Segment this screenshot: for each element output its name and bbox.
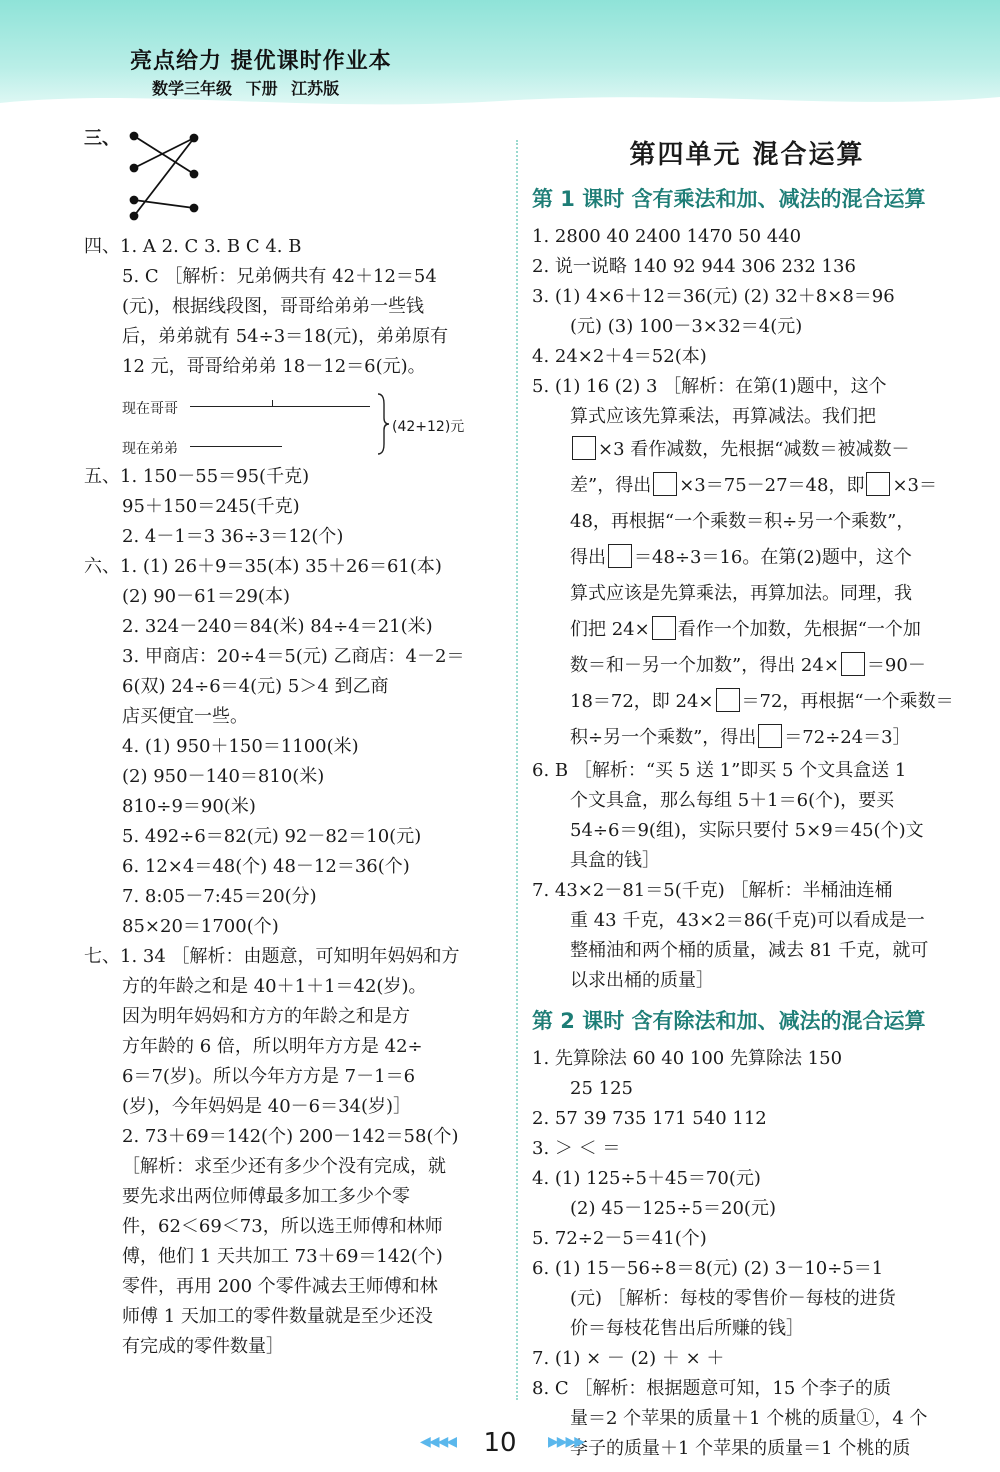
answer-line	[532, 468, 962, 504]
answer-line: 五、1. 150－55＝95(千克)	[84, 466, 310, 487]
brace-icon	[376, 392, 390, 456]
section-san	[84, 124, 504, 224]
segment-label-brother: 现在哥哥	[122, 401, 178, 417]
answer-line: 傅，他们 1 天共加工 73＋69＝142(个)	[122, 1246, 443, 1267]
answer-line: 方的年龄之和是 40＋1＋1＝42(岁)。	[122, 976, 427, 997]
section-san-label: 三、	[84, 128, 120, 149]
answer-line: 重 43 千克，43×2＝86(千克)可以看成是一	[570, 910, 925, 931]
line-segment-diagram	[122, 388, 504, 458]
answer-line: 25 125	[570, 1078, 633, 1099]
answer-line: 3. 甲商店：20÷4＝5(元) 乙商店：4－2＝	[122, 646, 465, 667]
answer-line: 件，62＜69＜73，所以选王师傅和林师	[122, 1216, 443, 1237]
answer-line: 六、1. (1) 26＋9＝35(本) 35＋26＝61(本)	[84, 556, 442, 577]
answer-line: 4. 24×2＋4＝52(本)	[532, 346, 707, 367]
answer-line: 4. (1) 950＋150＝1100(米)	[122, 736, 359, 757]
blank-box	[652, 616, 676, 640]
answer-line: 算式应该先算乘法，再算减法。我们把	[570, 406, 876, 427]
answer-line: 2. 57 39 735 171 540 112	[532, 1108, 767, 1129]
answer-line: 2. 324－240＝84(米) 84÷4＝21(米)	[122, 616, 433, 637]
answer-line: 5. C ［解析：兄弟俩共有 42＋12＝54	[122, 266, 437, 287]
answer-text: 18＝72，即 24×	[570, 691, 714, 712]
matching-lines-diagram	[126, 128, 216, 224]
answer-line: 3. ＞ ＜ ＝	[532, 1138, 621, 1159]
answer-line: 95＋150＝245(千克)	[122, 496, 300, 517]
answer-text: ×3＝75－27＝48，即	[679, 475, 865, 496]
page-header	[0, 0, 1000, 112]
answer-line	[532, 612, 962, 648]
answer-line: 李子的质量＋1 个苹果的质量＝1 个桃的质	[570, 1438, 911, 1459]
blank-box	[758, 724, 782, 748]
answer-line: 85×20＝1700(个)	[122, 916, 279, 937]
answer-line: 2. 73＋69＝142(个) 200－142＝58(个)	[122, 1126, 459, 1147]
answer-text: 数＝和－另一个加数”，得出 24×	[570, 655, 839, 676]
answer-line: 54÷6＝9(组)，实际只要付 5×9＝45(个)文	[570, 820, 924, 841]
answer-line: 2. 说一说略 140 92 944 306 232 136	[532, 256, 856, 277]
blank-box	[608, 544, 632, 568]
answer-line: 6. 12×4＝48(个) 48－12＝36(个)	[122, 856, 410, 877]
answer-text: 积÷另一个乘数”，得出	[570, 727, 757, 748]
answer-line: 12 元，哥哥给弟弟 18－12＝6(元)。	[122, 356, 426, 377]
unit-title: 第四单元 混合运算	[629, 140, 865, 170]
blank-box	[841, 652, 865, 676]
right-arrows-decoration: ▶▶▶▶	[548, 1434, 584, 1450]
segment-younger	[190, 446, 282, 447]
segment-tick	[272, 400, 273, 407]
answer-line: 零件，再用 200 个零件减去王师傅和林	[122, 1276, 438, 1297]
answer-line: (岁)，今年妈妈是 40－6＝34(岁)］	[122, 1096, 412, 1117]
answer-line: 价＝每枝花售出后所赚的钱］	[570, 1318, 804, 1339]
right-column	[532, 124, 962, 1464]
answer-line: 量＝2 个苹果的质量＋1 个桃的质量①，4 个	[570, 1408, 928, 1429]
answer-line: 5. (1) 16 (2) 3 ［解析：在第(1)题中，这个	[532, 376, 887, 397]
answer-line: (元) ［解析：每枝的零售价－每枝的进货	[570, 1288, 896, 1309]
answer-line: 七、1. 34 ［解析：由题意，可知明年妈妈和方	[84, 946, 460, 967]
answer-line: 以求出桶的质量］	[570, 970, 714, 991]
answer-line: (2) 45－125÷5＝20(元)	[570, 1198, 776, 1219]
answer-text: ＝72÷24＝3］	[784, 727, 911, 748]
answer-line: 因为明年妈妈和方方的年龄之和是方	[122, 1006, 410, 1027]
answer-line	[532, 684, 962, 720]
answer-line: 有完成的零件数量］	[122, 1336, 284, 1357]
answer-line: 6＝7(岁)。所以今年方方是 7－1＝6	[122, 1066, 416, 1087]
answer-line: 个文具盒，那么每组 5＋1＝6(个)，要买	[570, 790, 895, 811]
answer-line: 整桶油和两个桶的质量，减去 81 千克，就可	[570, 940, 929, 961]
answer-text: 差”，得出	[570, 475, 652, 496]
book-title: 亮点给力 提优课时作业本	[130, 49, 392, 74]
blank-box	[653, 472, 677, 496]
answer-line: 具盒的钱］	[570, 850, 660, 871]
answer-text: 看作一个加数，先根据“一个加	[677, 619, 921, 640]
answer-text: 们把 24×	[570, 619, 650, 640]
answer-line: 3. (1) 4×6＋12＝36(元) (2) 32＋8×8＝96	[532, 286, 895, 307]
answer-line: 8. C ［解析：根据题意可知，15 个李子的质	[532, 1378, 892, 1399]
answer-line: (2) 90－61＝29(本)	[122, 586, 290, 607]
answer-line	[532, 648, 962, 684]
answer-line: (2) 950－140＝810(米)	[122, 766, 325, 787]
answer-line: 5. 72÷2－5＝41(个)	[532, 1228, 707, 1249]
page-number: 10	[483, 1428, 517, 1458]
blank-box	[716, 688, 740, 712]
blank-box	[866, 472, 890, 496]
answer-text: ＝90－	[866, 655, 926, 676]
answer-line: 方年龄的 6 倍，所以明年方方是 42÷	[122, 1036, 423, 1057]
header-wave-decoration	[0, 83, 1000, 113]
answer-line	[532, 720, 962, 756]
answer-line: 四、1. A 2. C 3. B C 4. B	[84, 236, 302, 257]
book-subtitle: 数学三年级 下册 江苏版	[152, 79, 340, 98]
answer-line: 810÷9＝90(米)	[122, 796, 256, 817]
answer-line: 店买便宜一些。	[122, 706, 248, 727]
segment-brother	[190, 406, 370, 407]
segment-label-younger: 现在弟弟	[122, 441, 178, 457]
answer-line	[532, 432, 962, 468]
answer-text: ＝48÷3＝16。在第(2)题中，这个	[634, 547, 912, 568]
answer-line: 6(双) 24÷6＝4(元) 5＞4 到乙商	[122, 676, 389, 697]
blank-box	[572, 436, 596, 460]
answer-line: 4. (1) 125÷5＋45＝70(元)	[532, 1168, 761, 1189]
segment-total-label: (42+12)元	[392, 419, 465, 435]
answer-line: 7. (1) × － (2) ＋ × ＋	[532, 1348, 725, 1369]
left-arrows-decoration: ◀◀◀◀	[420, 1434, 456, 1450]
answer-text: 得出	[570, 547, 606, 568]
answer-line: ［解析：求至少还有多少个没有完成，就	[122, 1156, 446, 1177]
answer-text: ＝72，再根据“一个乘数＝	[741, 691, 954, 712]
answer-line: 7. 8:05－7:45＝20(分)	[122, 886, 317, 907]
answer-line: 算式应该是先算乘法，再算加法。同理，我	[570, 583, 912, 604]
answer-line: 6. (1) 15－56÷8＝8(元) (2) 3－10÷5＝1	[532, 1258, 884, 1279]
answer-line: (元) (3) 100－3×32＝4(元)	[570, 316, 803, 337]
answer-line: 1. 2800 40 2400 1470 50 440	[532, 226, 802, 247]
lesson-1-title: 第 1 课时 含有乘法和加、减法的混合运算	[532, 187, 926, 211]
answer-line: 要先求出两位师傅最多加工多少个零	[122, 1186, 410, 1207]
answer-line: 7. 43×2－81＝5(千克) ［解析：半桶油连桶	[532, 880, 893, 901]
answer-text: ×3＝	[892, 475, 937, 496]
answer-line: 6. B ［解析：“买 5 送 1”即买 5 个文具盒送 1	[532, 760, 907, 781]
left-column	[84, 124, 504, 1362]
answer-line: 5. 492÷6＝82(元) 92－82＝10(元)	[122, 826, 422, 847]
answer-line: 师傅 1 天加工的零件数量就是至少还没	[122, 1306, 433, 1327]
answer-line: 2. 4－1＝3 36÷3＝12(个)	[122, 526, 344, 547]
answer-line: 1. 先算除法 60 40 100 先算除法 150	[532, 1048, 843, 1069]
column-divider	[516, 140, 518, 1400]
answer-line: (元)，根据线段图，哥哥给弟弟一些钱	[122, 296, 425, 317]
answer-line	[532, 540, 962, 576]
answer-text: ×3 看作减数，先根据“减数＝被减数－	[598, 439, 910, 460]
answer-line: 48，再根据“一个乘数＝积÷另一个乘数”，	[570, 511, 915, 532]
answer-line: 后，弟弟就有 54÷3＝18(元)，弟弟原有	[122, 326, 449, 347]
lesson-2-title: 第 2 课时 含有除法和加、减法的混合运算	[532, 1009, 926, 1033]
